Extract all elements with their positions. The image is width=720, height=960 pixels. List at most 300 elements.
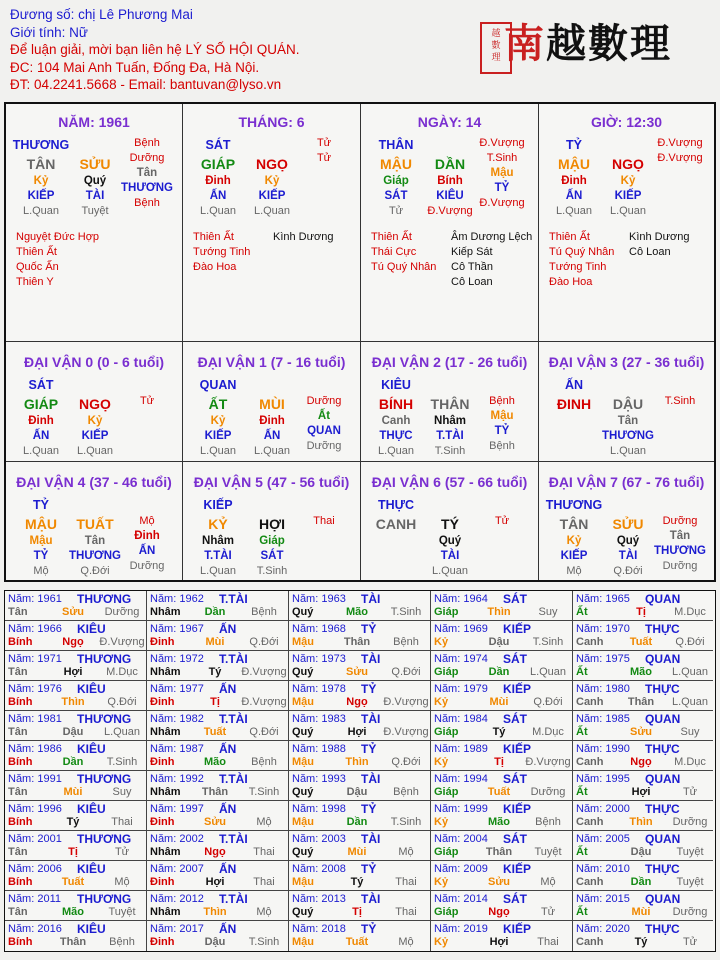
year-phase: Đ.Vượng xyxy=(383,696,429,708)
star-list-right xyxy=(629,230,689,260)
year-stem: Canh xyxy=(576,636,604,648)
phase-label: Tuyệt xyxy=(81,205,109,217)
year-branch: Thân xyxy=(201,786,229,798)
phase-label: L.Quan xyxy=(377,445,415,457)
dai-van-title: ĐẠI VẬN 2 (17 - 26 tuổi) xyxy=(371,354,528,370)
hidden-god: ẤN xyxy=(209,190,227,202)
year-stem: Nhâm xyxy=(150,786,181,798)
year-stem: Quý xyxy=(292,606,314,618)
year-branch: Thân xyxy=(485,846,513,858)
hidden-stem xyxy=(473,529,531,544)
year-branch: Dần xyxy=(346,816,368,828)
year-phase: Mộ xyxy=(540,876,556,888)
hidden-god: ẤN xyxy=(565,190,583,202)
hidden-god xyxy=(295,544,353,559)
star-name: Đào Hoa xyxy=(549,276,593,288)
heavenly-stem: GIÁP xyxy=(200,156,236,172)
year-label: Năm: 1970 xyxy=(576,623,630,635)
year-branch: Tị xyxy=(352,906,362,918)
year-cell xyxy=(5,621,147,651)
ten-god: QUAN xyxy=(645,712,681,726)
ten-god: TÀI xyxy=(361,832,381,846)
dai-van-column xyxy=(599,376,657,459)
phase-label: Dưỡng xyxy=(306,440,342,452)
year-label: Năm: 2019 xyxy=(434,923,488,935)
year-branch: Mùi xyxy=(205,636,225,648)
hidden-stem xyxy=(367,534,425,549)
year-stem: Bính xyxy=(8,636,33,648)
spacer xyxy=(473,496,531,514)
hidden-god: KIẾP xyxy=(258,190,286,202)
dai-van-title: ĐẠI VẬN 7 (67 - 76 tuổi) xyxy=(548,474,705,490)
star-name: Cô Loan xyxy=(451,276,493,288)
dai-van-column xyxy=(651,376,709,454)
year-phase: Q.Đới xyxy=(533,696,563,708)
dai-van-title: ĐẠI VẬN 1 (7 - 16 tuổi) xyxy=(197,354,346,370)
ten-god: SÁT xyxy=(503,892,527,906)
year-cell xyxy=(5,741,147,771)
earthly-branch: MÙI xyxy=(259,396,285,412)
hidden-god: KIẾP xyxy=(614,190,642,202)
star-name: Thiên Y xyxy=(16,276,54,288)
hidden-god: THỰC xyxy=(379,430,413,442)
year-stem: Tân xyxy=(8,906,28,918)
phase-label: Bệnh xyxy=(489,440,515,452)
earthly-branch: SỬU xyxy=(79,156,111,172)
ten-god: TỶ xyxy=(361,622,377,636)
star-name: Tướng Tinh xyxy=(549,261,607,273)
ten-god: THƯƠNG xyxy=(77,652,132,666)
phase-label: L.Quan xyxy=(199,565,237,577)
year-stem: Mậu xyxy=(292,876,314,888)
pillar-column xyxy=(118,136,176,211)
year-stem: Đinh xyxy=(150,936,175,948)
year-stem: Đinh xyxy=(150,696,175,708)
ten-god: QUAN xyxy=(645,772,681,786)
year-stem: Ất xyxy=(576,606,588,618)
pillar-title: NGÀY: 14 xyxy=(417,114,482,130)
ten-god: Đ.Vượng xyxy=(657,137,703,149)
year-cell xyxy=(573,741,713,771)
phase-label: Tử xyxy=(316,152,332,164)
pillar-grid xyxy=(4,102,716,582)
star-name: Thiên Ất xyxy=(371,231,412,243)
dai-van-cell xyxy=(6,462,183,580)
year-phase: Tử xyxy=(682,786,698,798)
heavenly-stem: KỶ xyxy=(208,516,228,532)
year-label: Năm: 2004 xyxy=(434,833,488,845)
year-phase: Đ.Vượng xyxy=(241,666,287,678)
year-branch: Dậu xyxy=(204,936,226,948)
year-label: Năm: 1965 xyxy=(576,593,630,605)
pillar-column xyxy=(12,136,70,219)
year-phase: Dưỡng xyxy=(672,906,708,918)
hidden-god: THƯƠNG xyxy=(121,182,173,194)
year-phase: Mộ xyxy=(256,816,272,828)
phase-label: L.Quan xyxy=(555,205,593,217)
year-stem: Bính xyxy=(8,816,33,828)
brand-logo xyxy=(476,10,712,74)
year-cell xyxy=(147,801,289,831)
ten-god: THỰC xyxy=(645,922,680,936)
year-cell xyxy=(289,711,431,741)
phase-label xyxy=(651,439,709,454)
hidden-stem: Quý xyxy=(438,535,462,547)
year-cell xyxy=(573,861,713,891)
pillar-column xyxy=(189,136,247,219)
hidden-god: SÁT xyxy=(384,190,408,202)
year-cell xyxy=(5,891,147,921)
year-branch: Tý xyxy=(492,726,506,738)
year-label: Năm: 1988 xyxy=(292,743,346,755)
year-label: Năm: 1973 xyxy=(292,653,346,665)
year-label: Năm: 2018 xyxy=(292,923,346,935)
pillar-cell xyxy=(6,104,183,342)
phone-email-line: ĐT: 04.2241.5668 - Email: bantuvan@lyso.vn xyxy=(10,77,282,92)
earthly-branch: SỬU xyxy=(612,516,644,532)
year-phase: Mộ xyxy=(398,936,414,948)
year-cell xyxy=(573,921,713,951)
year-phase: M.Dục xyxy=(674,606,706,618)
ten-god xyxy=(599,136,657,154)
ten-god: ẤN xyxy=(219,682,237,696)
year-label: Năm: 1998 xyxy=(292,803,346,815)
phase-label: L.Quan xyxy=(253,445,291,457)
dai-van-column xyxy=(421,376,479,459)
hidden-stem xyxy=(118,409,176,424)
year-phase: M.Dục xyxy=(532,726,564,738)
dai-van-column xyxy=(545,376,603,459)
pillar-cell xyxy=(183,104,361,342)
year-stem: Kỷ xyxy=(434,816,449,828)
year-branch: Tý xyxy=(634,936,648,948)
year-label: Năm: 1975 xyxy=(576,653,630,665)
hidden-god: KIẾP xyxy=(560,550,588,562)
year-label: Năm: 2012 xyxy=(150,893,204,905)
year-phase: Đ.Vượng xyxy=(383,726,429,738)
year-label: Năm: 2016 xyxy=(8,923,62,935)
year-cell xyxy=(573,831,713,861)
year-branch: Ngọ xyxy=(630,756,652,768)
hidden-stem xyxy=(545,414,603,429)
year-label: Năm: 1997 xyxy=(150,803,204,815)
ten-god xyxy=(66,136,124,154)
spacer xyxy=(599,496,657,514)
ten-god: THƯƠNG xyxy=(77,832,132,846)
year-stem: Canh xyxy=(576,876,604,888)
year-label: Năm: 1992 xyxy=(150,773,204,785)
phase-label xyxy=(651,196,709,211)
year-phase: Bệnh xyxy=(535,816,561,828)
year-stem: Tân xyxy=(8,786,28,798)
ten-god: ẤN xyxy=(219,622,237,636)
year-branch: Ngọ xyxy=(62,636,84,648)
hidden-stem: Kỷ xyxy=(33,175,49,187)
dai-van-column xyxy=(421,496,479,579)
dai-van-column xyxy=(189,376,247,459)
year-label: Năm: 2003 xyxy=(292,833,346,845)
year-branch: Tuất xyxy=(487,786,511,798)
year-label: Năm: 1977 xyxy=(150,683,204,695)
phase-label: Thai xyxy=(313,515,335,527)
year-label: Năm: 2014 xyxy=(434,893,488,905)
year-stem: Quý xyxy=(292,786,314,798)
year-label: Năm: 1968 xyxy=(292,623,346,635)
year-cell xyxy=(5,651,147,681)
star-name: Thiên Ất xyxy=(549,231,590,243)
ten-god: Tử xyxy=(316,137,332,149)
spacer xyxy=(599,376,657,394)
owner-line: Đương số: chị Lê Phương Mai xyxy=(10,7,193,22)
ten-god: KIẾP xyxy=(503,922,532,936)
dai-van-cell xyxy=(539,462,714,580)
year-label: Năm: 2007 xyxy=(150,863,204,875)
phase-label: L.Quan xyxy=(609,205,647,217)
year-branch: Dậu xyxy=(62,726,84,738)
year-cell xyxy=(5,711,147,741)
spacer xyxy=(295,376,353,394)
year-stem: Giáp xyxy=(434,666,459,678)
year-branch: Mão xyxy=(62,906,84,918)
ten-god: KIẾP xyxy=(503,742,532,756)
year-label: Năm: 1984 xyxy=(434,713,488,725)
ten-god: QUAN xyxy=(645,592,681,606)
year-phase: T.Sinh xyxy=(390,816,422,828)
year-phase: Thai xyxy=(537,936,559,948)
year-phase: Suy xyxy=(538,606,558,618)
year-phase: T.Sinh xyxy=(532,636,564,648)
ten-god: THƯƠNG xyxy=(77,772,132,786)
hidden-stem: Canh xyxy=(381,415,411,427)
year-branch: Sửu xyxy=(203,816,227,828)
year-stem: Quý xyxy=(292,666,314,678)
year-stem: Nhâm xyxy=(150,906,181,918)
star-name: Kình Dương xyxy=(273,231,334,243)
year-label: Năm: 1986 xyxy=(8,743,62,755)
year-stem: Bính xyxy=(8,756,33,768)
hidden-stem: Giáp xyxy=(383,175,409,187)
year-branch: Hợi xyxy=(631,786,651,798)
year-branch: Tý xyxy=(66,816,80,828)
spacer xyxy=(66,376,124,394)
phase-label: Tử xyxy=(388,205,404,217)
year-branch: Ngọ xyxy=(488,906,510,918)
year-phase: Dưỡng xyxy=(672,816,708,828)
ten-god: T.TÀI xyxy=(219,652,248,666)
year-phase: Mộ xyxy=(114,876,130,888)
year-label: Năm: 1995 xyxy=(576,773,630,785)
year-stem: Quý xyxy=(292,846,314,858)
year-branch: Sửu xyxy=(345,666,369,678)
dai-van-column xyxy=(473,376,531,454)
year-cell xyxy=(573,621,713,651)
dai-van-cell xyxy=(361,462,539,580)
ten-god: Đ.Vượng xyxy=(479,137,525,149)
heavenly-stem: BÍNH xyxy=(378,396,414,412)
pillar-column xyxy=(295,136,353,211)
ten-god: THỰC xyxy=(645,682,680,696)
ten-god: KIÊU xyxy=(77,922,106,936)
phase-label: T.Sinh xyxy=(486,152,518,164)
phase-label: Mộ xyxy=(139,515,155,527)
star-name: Tướng Tinh xyxy=(193,246,251,258)
year-cell xyxy=(289,591,431,621)
year-label: Năm: 1991 xyxy=(8,773,62,785)
hidden-god: ẤN xyxy=(263,430,281,442)
earthly-branch: DẦN xyxy=(434,156,466,172)
year-cell xyxy=(431,621,573,651)
year-stem: Bính xyxy=(8,936,33,948)
ten-god: T.TÀI xyxy=(219,892,248,906)
year-stem: Đinh xyxy=(150,636,175,648)
phase-label: Đ.Vượng xyxy=(479,197,525,209)
ten-god: THỰC xyxy=(645,862,680,876)
year-phase: L.Quan xyxy=(671,696,709,708)
phase-label xyxy=(295,196,353,211)
year-phase: M.Dục xyxy=(106,666,138,678)
earthly-branch: DẬU xyxy=(612,396,644,412)
year-branch: Thìn xyxy=(629,816,653,828)
year-phase: Thai xyxy=(111,816,133,828)
ten-god: SÁT xyxy=(503,772,527,786)
hidden-god: KIẾP xyxy=(81,430,109,442)
earthly-branch: TÝ xyxy=(441,516,459,532)
year-branch: Thìn xyxy=(61,696,85,708)
hidden-stem xyxy=(295,529,353,544)
year-label: Năm: 1990 xyxy=(576,743,630,755)
star-name: Tú Quý Nhân xyxy=(371,261,437,273)
year-cell xyxy=(289,621,431,651)
year-branch: Mão xyxy=(630,666,652,678)
phase-label: Q.Đới xyxy=(80,565,110,577)
year-label: Năm: 1972 xyxy=(150,653,204,665)
dai-van-cell xyxy=(539,342,714,462)
dai-van-column xyxy=(12,496,70,579)
star-list-right xyxy=(273,230,333,245)
ten-god: ẤN xyxy=(219,862,237,876)
pillar-column xyxy=(421,136,479,219)
year-cell xyxy=(147,651,289,681)
pillar-title: NĂM: 1961 xyxy=(58,114,130,130)
year-phase: Bệnh xyxy=(393,636,419,648)
pillar-title: GIỜ: 12:30 xyxy=(590,114,663,130)
year-branch: Mão xyxy=(204,756,226,768)
year-stem: Quý xyxy=(292,906,314,918)
hidden-god: THƯƠNG xyxy=(654,545,706,557)
star-name: Cô Thần xyxy=(451,261,493,273)
year-branch: Mùi xyxy=(489,696,509,708)
year-branch: Mão xyxy=(488,816,510,828)
hidden-god: ẤN xyxy=(32,430,50,442)
year-stem: Nhâm xyxy=(150,846,181,858)
dai-van-column xyxy=(651,496,709,574)
year-branch: Tị xyxy=(636,606,646,618)
spacer xyxy=(243,376,301,394)
year-phase: T.Sinh xyxy=(106,756,138,768)
year-stem: Bính xyxy=(8,696,33,708)
year-label: Năm: 1964 xyxy=(434,593,488,605)
spacer xyxy=(473,376,531,394)
star-name: Kiếp Sát xyxy=(451,246,493,258)
phase-label: Q.Đới xyxy=(613,565,643,577)
hidden-god: TÀI xyxy=(618,550,638,562)
phase-label: Tử xyxy=(139,395,155,407)
hidden-stem: Đinh xyxy=(561,175,587,187)
ten-god xyxy=(421,136,479,154)
dai-van-column xyxy=(295,376,353,454)
year-stem: Tân xyxy=(8,726,28,738)
year-cell xyxy=(289,921,431,951)
ten-god: KIẾP xyxy=(503,622,532,636)
dai-van-column xyxy=(118,496,176,574)
year-phase: M.Dục xyxy=(674,756,706,768)
heavenly-stem: MẬU xyxy=(380,156,412,172)
ten-god: T.TÀI xyxy=(219,592,248,606)
pillar-column xyxy=(473,136,531,211)
star-name: Quốc Ấn xyxy=(16,261,59,273)
year-label: Năm: 2006 xyxy=(8,863,62,875)
year-cell xyxy=(573,591,713,621)
ten-god: TÀI xyxy=(361,772,381,786)
year-stem: Mậu xyxy=(292,756,314,768)
phase-label: Bệnh xyxy=(489,395,515,407)
year-phase: Đ.Vượng xyxy=(99,636,145,648)
year-cell xyxy=(289,741,431,771)
ten-god: THỰC xyxy=(377,498,415,512)
year-branch: Tuất xyxy=(61,876,85,888)
dai-van-column xyxy=(367,496,425,579)
hidden-stem: Kỷ xyxy=(210,415,226,427)
pillar-column xyxy=(243,136,301,219)
ten-god: QUAN xyxy=(645,892,681,906)
year-branch: Hợi xyxy=(63,666,83,678)
hidden-stem: Nhâm xyxy=(434,415,466,427)
star-name: Tú Quý Nhân xyxy=(549,246,615,258)
year-branch: Thân xyxy=(627,696,655,708)
hidden-stem: Đinh xyxy=(28,415,54,427)
phase-label: L.Quan xyxy=(199,445,237,457)
year-branch: Sửu xyxy=(487,876,511,888)
year-cell xyxy=(5,591,147,621)
hidden-god: TÀI xyxy=(440,550,460,562)
year-branch: Dậu xyxy=(346,786,368,798)
ten-god: T.TÀI xyxy=(219,772,248,786)
phase-label: Mộ xyxy=(566,565,582,577)
hidden-stem: Đinh xyxy=(259,415,285,427)
dai-van-column xyxy=(545,496,603,579)
year-cell xyxy=(5,681,147,711)
ten-god xyxy=(243,136,301,154)
pillar-column xyxy=(545,136,603,219)
year-phase: Tử xyxy=(114,846,130,858)
ten-god: THƯƠNG xyxy=(77,712,132,726)
year-label: Năm: 2008 xyxy=(292,863,346,875)
phase-label: T.Sinh xyxy=(256,565,288,577)
ten-god: THƯƠNG xyxy=(77,892,132,906)
year-cell xyxy=(147,621,289,651)
phase-label xyxy=(473,559,531,574)
year-phase: Q.Đới xyxy=(249,636,279,648)
year-stem: Tân xyxy=(8,666,28,678)
year-cell xyxy=(5,831,147,861)
ten-god: T.TÀI xyxy=(219,712,248,726)
ten-god: SÁT xyxy=(503,592,527,606)
year-label: Năm: 1989 xyxy=(434,743,488,755)
hidden-stem: Giáp xyxy=(259,535,285,547)
phase-label: T.Sinh xyxy=(664,395,696,407)
year-phase: Tuyệt xyxy=(108,906,136,918)
year-phase: T.Sinh xyxy=(248,936,280,948)
